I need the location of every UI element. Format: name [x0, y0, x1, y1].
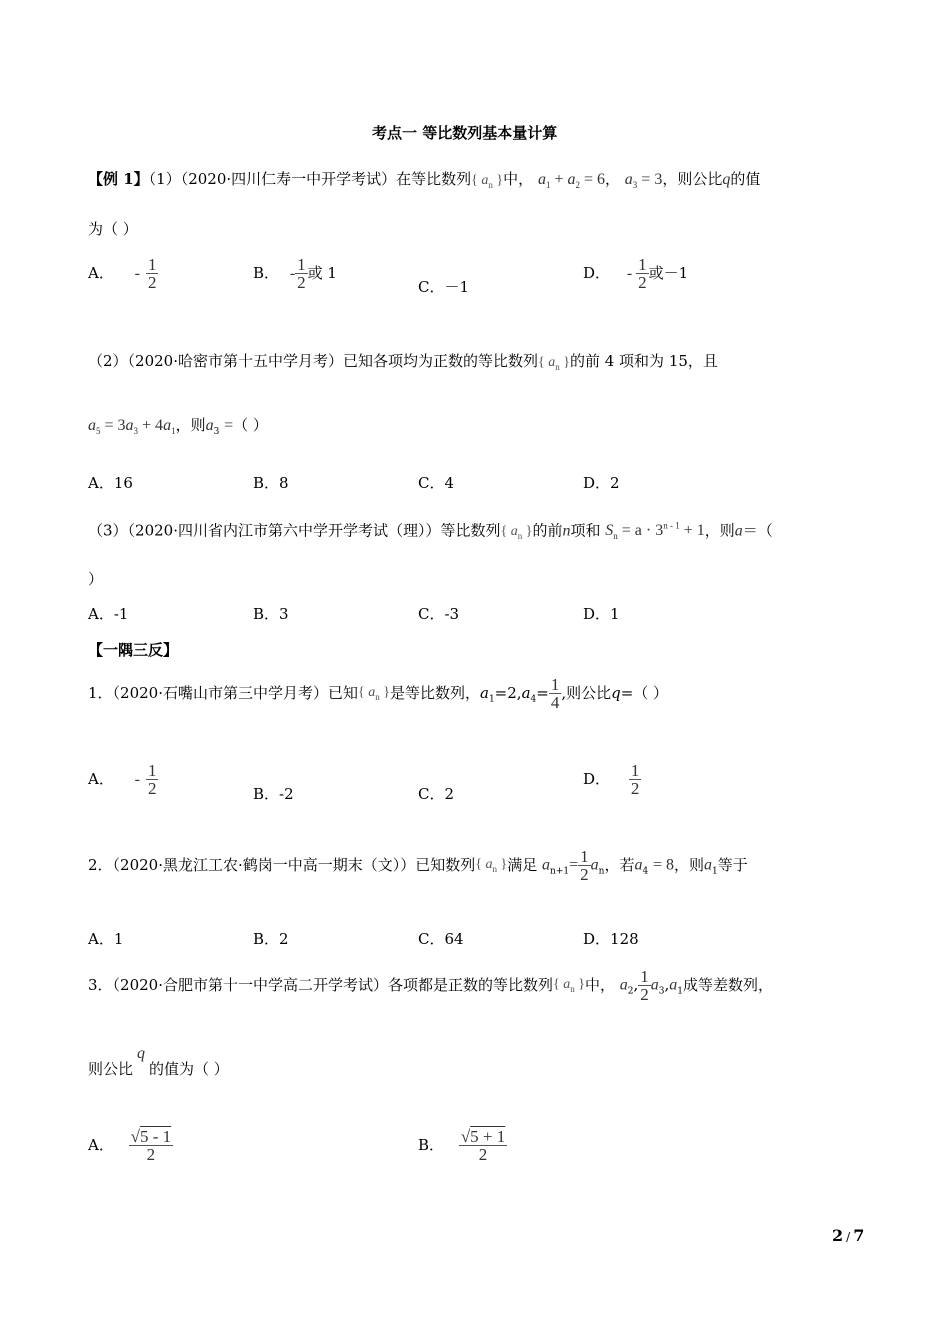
example1-q3-line1: （3）（2020·四川省内江市第六中学开学考试（理））等比数列{ $a_n$ }的前n项和 $S_n = a \cdot 3^{n - 1} + 1$，则a＝（: [88, 521, 773, 542]
option-d[interactable]: D． - $\frac{1}{2}$ 或－1: [583, 255, 689, 292]
option-a[interactable]: A． $\frac{√5 - 1}{2}$: [88, 1127, 172, 1164]
example1-q2-line1: （2）（2020·哈密市第十五中学月考）已知各项均为正数的等比数列{ $a_n$ }的前 4 项和为 15，且: [88, 352, 718, 372]
option-b[interactable]: B．3: [253, 605, 289, 623]
example1-q1-line2: 为（ ）: [88, 220, 138, 238]
option-a[interactable]: A．16: [88, 474, 133, 492]
option-a[interactable]: A． - $\frac{1}{2}$: [88, 761, 157, 798]
option-c[interactable]: C．64: [418, 930, 464, 948]
q-source: （2020·四川仁寿一中开学考试）在等比数列: [180, 170, 472, 188]
practice-q2-line: 2．（2020·黑龙江工农·鹤岗一中高一期末（文））已知数列{ $a_n$ }满足 $a_{n+1}=$ $\frac{1}{2}$ $a_n$，若$a_4 = 8$，则$a_1$等于: [88, 847, 748, 884]
option-d[interactable]: D．128: [583, 930, 639, 948]
option-b[interactable]: B．-2: [253, 785, 294, 803]
option-b[interactable]: B． $\frac{√5 + 1}{2}$: [418, 1127, 506, 1164]
option-b[interactable]: B．2: [253, 930, 289, 948]
example1-q3-line2: ）: [88, 570, 104, 588]
option-a[interactable]: A． - $\frac{1}{2}$: [88, 255, 157, 292]
example-tag: 【例 1】: [88, 170, 149, 188]
option-c[interactable]: C．-3: [418, 605, 460, 623]
eq-a1-a2: $a_1 + a_2 = 6$: [537, 171, 605, 191]
practice-q1-line: 1．（2020·石嘴山市第三中学月考）已知{ $a_n$ }是等比数列，$a_1=2,a_4=$ $\frac{1}{4}$ ,则公比q=（ ）: [88, 675, 669, 712]
example1-q1-line1: 【例 1】（1）（2020·四川仁寿一中开学考试）在等比数列{ $a_n$ }中， $a_1 + a_2 = 6$， $a_3 = 3$，则公比q的值: [88, 170, 761, 191]
page-number: 2 / 7: [832, 1226, 865, 1245]
option-b[interactable]: B．8: [253, 474, 289, 492]
q-num: （1）: [148, 170, 181, 188]
eq-a3: $a_3 = 3$: [624, 171, 663, 191]
page-title: 考点一 等比数列基本量计算: [372, 124, 558, 142]
option-c[interactable]: C．－1: [418, 278, 470, 296]
option-a[interactable]: A．1: [88, 930, 124, 948]
option-d[interactable]: D．1: [583, 605, 620, 623]
practice-tag: 【一隅三反】: [88, 641, 179, 659]
option-c[interactable]: C．2: [418, 785, 455, 803]
option-d[interactable]: D． $\frac{1}{2}$: [583, 761, 640, 798]
option-a[interactable]: A．-1: [88, 605, 129, 623]
eq-a5: $a_5 = 3a_3 + 4a_1$: [88, 417, 176, 437]
eq-Sn: $S_n = a \cdot 3^{n - 1} + 1$: [605, 521, 705, 542]
example1-q2-line2: $a_5 = 3a_3 + 4a_1$，则$a_3$ =（ ）: [88, 416, 268, 437]
seq-an: { $a_n$ }: [358, 684, 390, 702]
seq-an: { $a_n$ }: [475, 856, 508, 874]
seq-an: { $a_n$ }: [553, 976, 585, 994]
practice-q3-line1: 3．（2020·合肥市第十一中学高二开学考试）各项都是正数的等比数列{ $a_n$ }中， $a_2$, $\frac{1}{2}$ $a_3,a_1$成等差数列，: [88, 967, 774, 1004]
option-b[interactable]: B． - $\frac{1}{2}$ 或 1: [253, 255, 337, 292]
seq-an: { $a_n$ }: [471, 173, 504, 190]
seq-an: { $a_n$ }: [538, 355, 570, 372]
option-d[interactable]: D．2: [583, 474, 620, 492]
option-c[interactable]: C．4: [418, 474, 455, 492]
practice-q3-line2: 则公比q的值为（ ）: [88, 1045, 229, 1078]
seq-an: { $a_n$ }: [500, 524, 533, 542]
